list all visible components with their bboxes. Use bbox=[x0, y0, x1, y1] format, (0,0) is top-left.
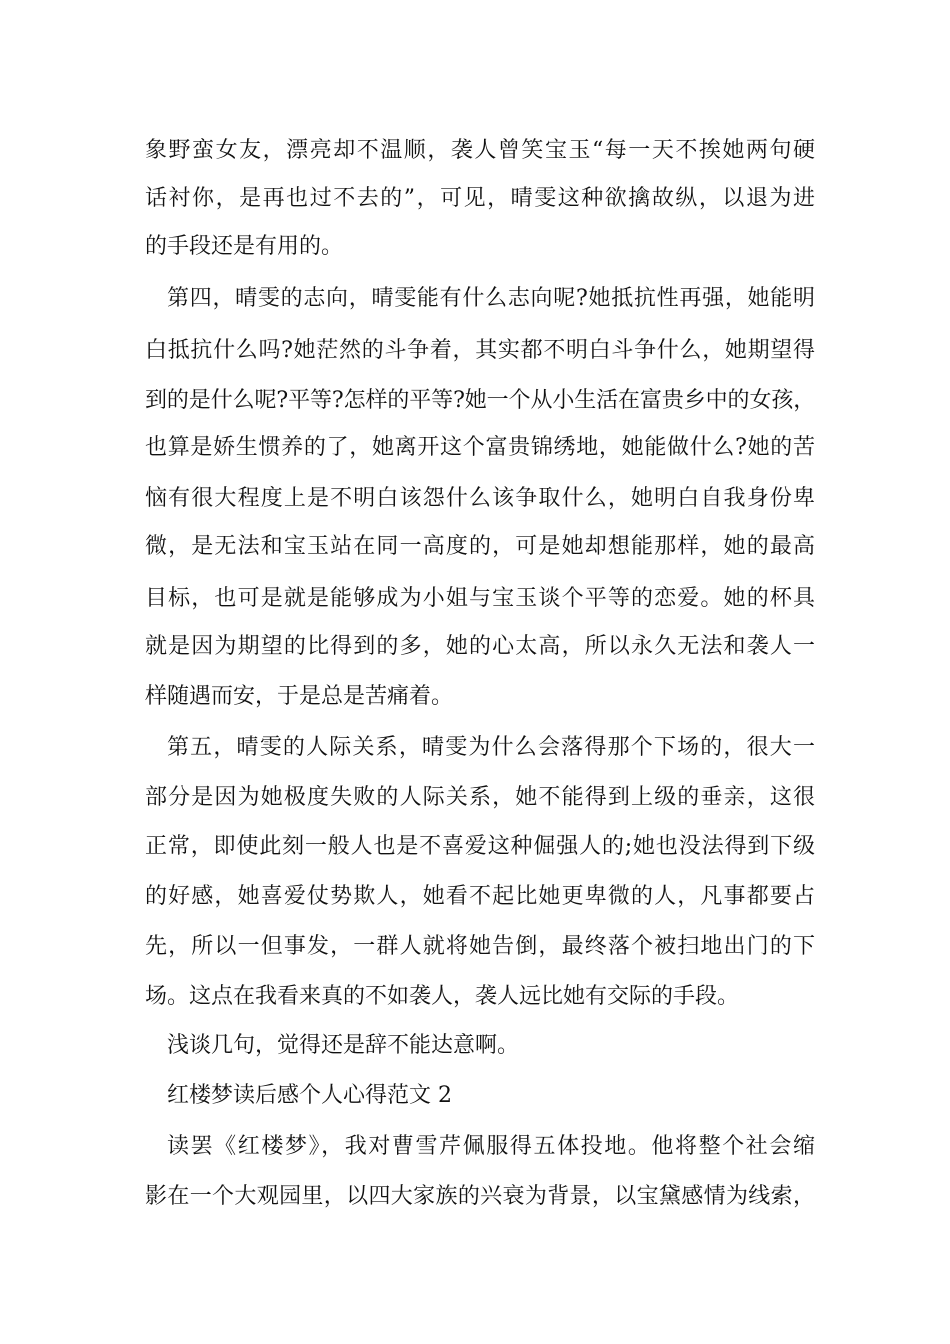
text-line: 部分是因为她极度失败的人际关系，她不能得到上级的垂亲，这很 bbox=[145, 785, 815, 810]
text-line: 恼有很大程度上是不明白该怨什么该争取什么，她明白自我身份卑 bbox=[145, 486, 815, 511]
text-line: 白抵抗什么吗?她茫然的斗争着，其实都不明白斗争什么，她期望得 bbox=[145, 338, 815, 363]
text-line: 到的是什么呢?平等?怎样的平等?她一个从小生活在富贵乡中的女孩， bbox=[145, 388, 815, 413]
text-line: 样随遇而安，于是总是苦痛着。 bbox=[145, 684, 454, 709]
text-line: 先，所以一但事发，一群人就将她告倒，最终落个被扫地出门的下 bbox=[145, 934, 815, 959]
text-line: 微，是无法和宝玉站在同一高度的，可是她却想能那样，她的最高 bbox=[145, 534, 815, 559]
text-line: 正常，即使此刻一般人也是不喜爱这种倔强人的;她也没法得到下级 bbox=[145, 834, 815, 859]
paragraph-first-line: 第五，晴雯的人际关系，晴雯为什么会落得那个下场的，很大一 bbox=[167, 735, 815, 760]
text-line: 象野蛮女友，漂亮却不温顺，袭人曾笑宝玉“每一天不挨她两句硬 bbox=[145, 138, 815, 163]
text-line: 话衬你，是再也过不去的”，可见，晴雯这种欲擒故纵，以退为进 bbox=[145, 186, 815, 211]
text-line: 就是因为期望的比得到的多，她的心太高，所以永久无法和袭人一 bbox=[145, 634, 815, 659]
text-line: 目标，也可是就是能够成为小姐与宝玉谈个平等的恋爱。她的杯具 bbox=[145, 586, 815, 611]
paragraph-first-line: 浅谈几句，觉得还是辞不能达意啊。 bbox=[167, 1033, 520, 1058]
paragraph-first-line: 读罢《红楼梦》，我对曹雪芹佩服得五体投地。他将整个社会缩 bbox=[167, 1134, 815, 1159]
text-line: 的手段还是有用的。 bbox=[145, 234, 344, 259]
section-heading: 红楼梦读后感个人心得范文 2 bbox=[167, 1083, 452, 1108]
text-line: 影在一个大观园里，以四大家族的兴衰为背景，以宝黛感情为线索， bbox=[145, 1184, 815, 1209]
text-line: 的好感，她喜爱仗势欺人，她看不起比她更卑微的人，凡事都要占 bbox=[145, 884, 815, 909]
text-line: 也算是娇生惯养的了，她离开这个富贵锦绣地，她能做什么?她的苦 bbox=[145, 435, 815, 460]
text-line: 场。这点在我看来真的不如袭人，袭人远比她有交际的手段。 bbox=[145, 984, 740, 1009]
paragraph-first-line: 第四，晴雯的志向，晴雯能有什么志向呢?她抵抗性再强，她能明 bbox=[167, 286, 815, 311]
